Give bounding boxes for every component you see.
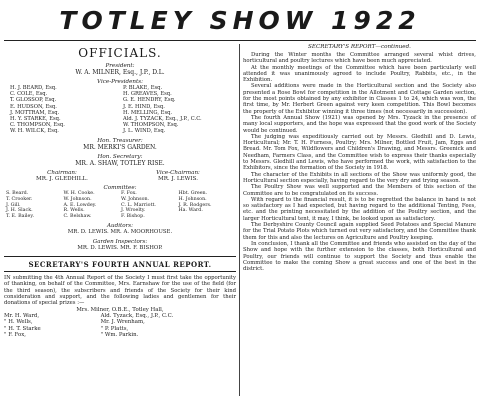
donor-row — [4, 332, 236, 338]
committee-member-name: S. Beard. — [6, 191, 29, 197]
vice-president-name: P. BLAKE, Esq. — [123, 85, 163, 91]
report-continued-column — [243, 44, 476, 272]
donor-name: " F. Fox, — [4, 332, 26, 339]
donor-name: Mr. H. Ward, — [4, 312, 40, 319]
secretary-label: Hon. Secretary: — [97, 153, 143, 160]
committee-member-name: J. R. Rodgers. — [178, 202, 212, 208]
donor-name: " P. Platts, — [100, 325, 129, 332]
vice-president-name: H. GREAVES, Esq. — [123, 91, 172, 98]
chair-names — [4, 176, 236, 182]
title-rule — [4, 40, 476, 41]
committee-member-name: T. Crooker. — [6, 196, 33, 202]
page-title: TOTLEY SHOW 1922 — [59, 6, 421, 35]
chairman-name: MR. J. GLEDHILL. — [36, 175, 88, 182]
committee-member-name: H. Johnson. — [178, 196, 207, 202]
report-paragraph: The Poultry Show was well supported and the Members of this section of the Committee are to be congratulated on its success. — [243, 184, 476, 197]
vice-president-name: T. GLOSSOP, Esq. — [10, 97, 57, 104]
donor-name: " Wm. Parkin. — [100, 332, 139, 339]
report-rule-lower — [4, 271, 236, 272]
committee-label: Committee: — [103, 185, 137, 192]
committee-member-name: J. Wroelty. — [121, 208, 146, 214]
committee-member-name: F. Fox. — [121, 191, 137, 197]
committee-member-name: T. E. Bailey. — [6, 214, 34, 220]
continued-paragraphs — [243, 52, 476, 272]
president-name: W. A. MILNER, Esq., J.P., D.L. — [75, 69, 165, 76]
committee-member-name: W. Johnson. — [63, 196, 92, 202]
report-paragraph: During the Winter months the Committee arranged several whist drives, horticultural and poultry lectures which have been much appreciated. — [243, 52, 476, 65]
committee-member-name: W. Johnson. — [121, 196, 150, 202]
vice-presidents-label: Vice-Presidents: — [97, 79, 143, 85]
vice-president-name: C. COLE, Esq. — [10, 91, 48, 98]
committee-member-name: J. H. Slack. — [6, 208, 33, 214]
column-divider — [239, 44, 240, 396]
committee-list — [4, 191, 236, 220]
report-paragraph: At the monthly meetings of the Committee which have been particularly well attended it was unanimously agreed to include Poultry, Rabbits, etc., in the Exhibition. — [243, 64, 476, 84]
vice-president-name: W. THOMPSON, Esq. — [123, 122, 179, 129]
vice-president-name: G. E. HENDRY, Esq. — [123, 97, 176, 104]
donor-name: " H. Wells, — [4, 319, 33, 326]
treasurer-label: Hon. Treasurer: — [97, 137, 143, 144]
vice-chairman-name: MR. J. LEWIS. — [157, 175, 199, 182]
vice-president-name: W. H. WILCK, Esq. — [10, 128, 59, 135]
vice-presidents-list — [4, 85, 236, 135]
committee-member-name — [179, 214, 237, 220]
report-paragraph: Several additions were made in the Horticultural section and the Society also presented a Rose Bowl for competition in the Allotment and Cottage Garden section, for the most points obtained by any exhibitor in Classes 1 to 24, which was won, the first time, by Mr. Herbert Green against very keen competition. This Bowl becomes the property of the Exhibitor winning it three times (not necessarily in succession). — [243, 83, 476, 115]
vice-president-name: J. E. HIND, Esq. — [123, 103, 165, 110]
report-paragraph: The character of the Exhibits in all sections of the Show was uniformly good, the Horticultural section especially, having regard to the very dry and trying season. — [243, 171, 476, 184]
chairman-label: Chairman: — [47, 169, 77, 176]
secretary-name: MR. A. SHAW, TOTLEY RISE. — [75, 159, 165, 167]
donor-list — [4, 307, 236, 339]
committee-member-name: Hbt. Green. — [178, 191, 208, 197]
vice-president-name: H. Y. STARKE, Esq. — [10, 116, 61, 123]
vice-president-name: Ald. J. TYZACK, Esq., J.P., C.C. — [123, 116, 202, 123]
donor-name: Mr. J. Wrenham, — [100, 319, 145, 326]
committee-member-name: J. Gill. — [6, 202, 21, 208]
inspectors-label: Garden Inspectors: — [92, 239, 148, 246]
donor-name: " H. T. Starke — [4, 325, 41, 332]
officials-column — [4, 44, 236, 339]
vice-president-name: H. J. BEARD, Esq. — [10, 85, 57, 91]
vice-president-name: E. HUDSON, Esq. — [10, 103, 57, 110]
vice-president-name: J. MOTTRAM, Esq. — [10, 109, 60, 116]
committee-member-name: C. Belshaw. — [63, 214, 92, 220]
vice-president-name: H. MELLING, Esq. — [123, 109, 173, 116]
report-paragraph: With regard to the financial result, it is to be regretted the balance in hand is not so satisfactory as I had expected, but having regard to the additional Tenting, Fees, etc. and the printing necessitated by the addition of the Poultry section, and the larger Horticultural tent, it may, I think, be looked upon as satisfactory. — [243, 196, 476, 222]
committee-member-name: R. Wells. — [63, 208, 85, 214]
treasurer-name: MR. MERKI'S GARDEN. — [83, 143, 157, 151]
inspectors-names: MR. D. LEWIS. MR. F. BISHOP. — [77, 245, 163, 252]
donor-name: Ald. Tyzack, Esq., J.P., C.C. — [100, 312, 174, 319]
report-paragraph: In conclusion, I thank all the Committee and friends who assisted on the day of the Show and hope with the further extension to the classes, both Horticultural and Poultry, our friends will continue to support the Society and thus enable the Committee to make the coming Show a great success and one of the best in the district. — [243, 240, 476, 273]
vice-chairman-label: Vice-Chairman: — [156, 169, 200, 176]
report-paragraph: The judging was expeditiously carried out by Messrs. Gledhill and D. Lewis, Horticultural; Mr. T. H. Furness, Poultry; Mrs. Milner, Bottled Fruit, Jam, Eggs and Bread. Mr. Tom Fox, Wildflowers and Children's Drawing, and Messrs. Greenick and Needham, Farmers Class, and the Committee wish to express their thanks especially to Messrs. Gledhill and Lewis, who have performed the work, with satisfaction to the Exhibitors, since the formation of the Society in 1918. — [243, 133, 476, 172]
committee-member-name: Ha. Ward. — [178, 208, 203, 214]
report-paragraph: The fourth Annual Show (1921) was opened by Mrs. Tyzack in the presence of many local supporters, and the hope was expressed that the good work of the Society would be continued. — [243, 114, 476, 134]
auditors-label: Auditors: — [106, 223, 134, 230]
committee-member-name: W. H. Cooke. — [63, 191, 95, 197]
report-heading: SECRETARY'S FOURTH ANNUAL REPORT. — [28, 260, 212, 270]
report-paragraph: The Derbyshire County Council again supplied Seed Potatoes and Special Manure for the Trial Potato Plots which turned out very satisfactory, and the Committee thank them for this and also the lectures on Agriculture and Poultry keeping. — [243, 222, 476, 241]
auditors-names: MR. D. LEWIS. MR. A. MOORHOUSE. — [67, 229, 173, 236]
committee-member-name: C. L. Marriott. — [121, 202, 156, 208]
committee-member-name: F. Bishop. — [121, 214, 145, 220]
vice-president-name: C. THOMPSON, Esq. — [10, 122, 65, 129]
vice-president-name: J. L. WIND, Esq. — [123, 128, 166, 135]
continued-heading: SECRETARY'S REPORT—continued. — [308, 44, 411, 50]
report-rule — [4, 256, 236, 257]
report-intro-paragraph: IN submitting the 4th Annual Report of the Society I must first take the opportunity of thanking, on behalf of the Committee, Mrs. Earnshaw for the use of the field (for the third season), the subscribers and friends of the Society for their kind consideration and support, and the following ladies and gentlemen for their donations of special prizes :— — [4, 275, 236, 307]
committee-member-name: A. E. Lowdey. — [63, 202, 97, 208]
president-label: President: — [105, 63, 135, 69]
donor-lead: Mrs. Milner, O.B.E., Totley Hall, — [76, 306, 164, 313]
officials-heading: OFFICIALS. — [78, 46, 162, 60]
